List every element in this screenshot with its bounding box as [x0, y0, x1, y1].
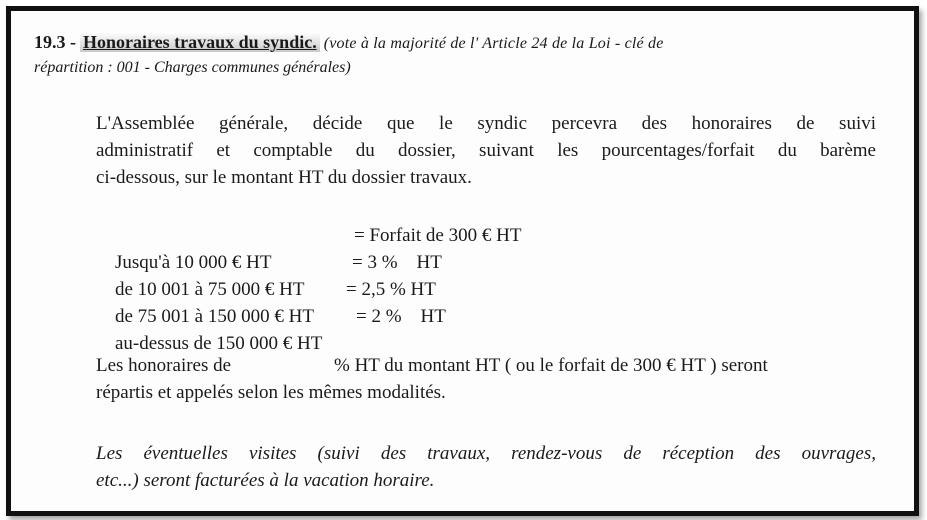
- section-number: 19.3 -: [34, 32, 76, 52]
- visits-line-1: Les éventuelles visites (suivi des travaux, rendez-vous de réception des ouvrages,: [96, 443, 876, 464]
- fee-range: Jusqu'à 10 000 € HT: [115, 252, 272, 273]
- intro-line-3: ci-dessous, sur le montant HT du dossier travaux.: [96, 167, 472, 188]
- honoraires-line-1-start: Les honoraires de: [96, 355, 232, 376]
- vote-note-continuation: répartition : 001 - Charges communes générales): [34, 59, 351, 76]
- honoraires-line-1-end: % HT du montant HT ( ou le forfait de 300 € HT ) seront: [334, 355, 768, 376]
- honoraires-line-2: répartis et appelés selon les mêmes modalités.: [96, 382, 446, 403]
- fee-scale-row: [96, 303, 446, 354]
- fee-value: = Forfait de 300 € HT: [354, 225, 522, 246]
- fee-scale: [96, 222, 522, 354]
- honoraires-paragraph: [96, 352, 876, 406]
- fee-range: au-dessus de 150 000 € HT: [115, 333, 323, 354]
- intro-line-2: administratif et comptable du dossier, suivant les pourcentages/forfait du barème: [96, 140, 876, 161]
- section-title: Honoraires travaux du syndic.: [80, 32, 320, 52]
- fee-value: = 3 % HT: [352, 252, 442, 273]
- honoraires-line-1: [96, 352, 876, 379]
- intro-line-1: L'Assemblée générale, décide que le syndic percevra des honoraires de suivi: [96, 113, 876, 134]
- visits-paragraph: [96, 440, 876, 494]
- intro-paragraph: [96, 110, 876, 191]
- fee-range: de 10 001 à 75 000 € HT: [115, 279, 305, 300]
- fee-value: = 2 % HT: [356, 306, 446, 327]
- fee-value: = 2,5 % HT: [346, 279, 436, 300]
- fee-range: de 75 001 à 150 000 € HT: [115, 306, 314, 327]
- visits-line-2: etc...) seront facturées à la vacation horaire.: [96, 470, 435, 491]
- vote-note: (vote à la majorité de l' Article 24 de la Loi - clé de: [323, 35, 664, 52]
- section-heading: [34, 30, 864, 56]
